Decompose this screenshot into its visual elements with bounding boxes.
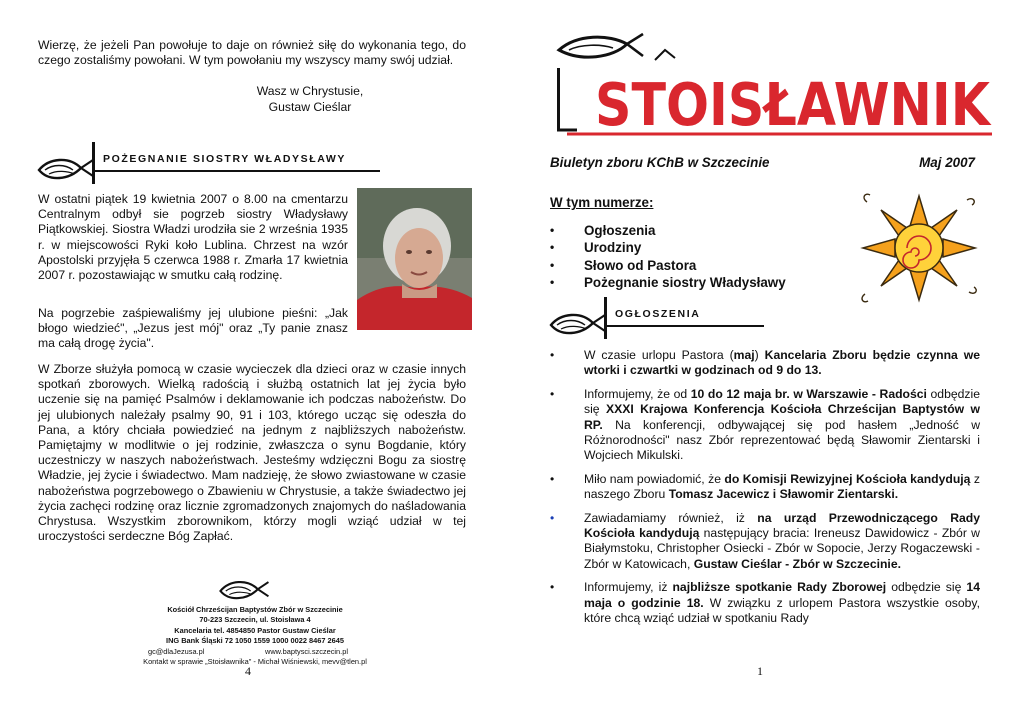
announcement-item: • Informujemy, iż najbliższe spotkanie Rady Zborowej odbędzie się 14 maja o godzinie 18. W związku z urlopem Pastora wszystkie osoby, które chcą wziąć udział w spotkaniu Rady [550,580,980,626]
masthead-title: STOISŁAWNIK [595,70,992,139]
farewell-section-title: POŻEGNANIE SIOSTRY WŁADYSŁAWY [103,153,346,165]
sun-clipart-icon [857,190,982,305]
footer-contact: Kontakt w sprawie „Stoisławnika" - Michał Wiśniewski, mevv@tlen.pl [143,657,367,667]
announcements-list [550,348,980,635]
announcements-section-title: OGŁOSZENIA [615,308,701,320]
announcement-item: • W czasie urlopu Pastora (maj) Kancelaria Zboru będzie czynna we wtorki i czwartki w godzinach od 9 do 13. [550,348,980,379]
footer-email[interactable]: gc@dlaJezusa.pl [148,646,205,656]
right-page [512,0,1024,724]
issue-date: Maj 2007 [919,155,975,170]
farewell-section-header [35,150,380,192]
contents-item: • Słowo od Pastora [550,257,786,274]
contents-title: W tym numerze: [550,195,654,210]
cross-vertical [92,142,95,184]
footer-bank: ING Bank Śląski 72 1050 1559 1000 0022 8467 2645 [166,636,344,646]
bulletin-name: Biuletyn zboru KChB w Szczecinie [550,155,770,170]
intro-paragraph: Wierzę, że jeżeli Pan powołuje to daje on również siłę do wykonania tego, do czego zostaliśmy powołani. W tym powołaniu my wszyscy mamy swój udział. [38,38,466,68]
announcement-item: • Informujemy, że od 10 do 12 maja br. w Warszawie - Radości odbędzie się XXXI Krajowa Konferencja Kościoła Chrześcijan Baptystów w RP. Na konferencji, odbywającej się pod hasłem „Jedność w Różnorodności" nasz Zbór reprezentować będą Sławomir Zientarski i Wojciech Mikulski. [550,387,980,464]
announcements-section-header [547,305,892,347]
page-number-left: 4 [245,664,251,678]
footer-phone: Kancelaria tel. 4854850 Pastor Gustaw Cieślar [174,625,336,635]
footer-website[interactable]: www.baptysci.szczecin.pl [265,646,348,656]
contents-list [550,222,786,292]
contents-item: • Pożegnanie siostry Władysławy [550,274,786,291]
contents-item: • Ogłoszenia [550,222,786,239]
footer-links [100,647,410,657]
cross-horizontal [604,325,764,327]
obituary-paragraph-1: W ostatni piątek 19 kwietnia 2007 o 8.00 na cmentarzu Centralnym odbył sie pogrzeb siostry Władysławy Piątkowskiej. Siostra Władzi urodziła sie 2 września 1935 r. w miejscowości Ryki koło Lublina. Chrzest na wzór Apostolski przyjęła 5 czerwca 1988 r. Zmarła 17 kwietnia 2007 r. pozostawiając w smutku całą rodzinę. [38,192,348,283]
cross-vertical [604,297,607,339]
page-number-right: 1 [757,664,763,678]
obituary-paragraph-3: W Zborze służyła pomocą w czasie wycieczek dla dzieci oraz w czasie innych spotkań zborowych. Wielką radością i służbą ostatnich lat jej życia było uczenie się na pamięć Psalmów i deklamowanie ich podczas nabożeństw. Do jej ulubionych należały psalmy 90, 91 i 103, którego ucząc się odeszła do Pana, a który chciała powiedzieć na jednym z najbliższych nabożeństw. Pamiętajmy w modlitwie o jej rodzinie, zwłaszcza o synu Bogdanie, który uczestniczy w naszych nabożeństwach. Jesteśmy wdzięczni Bogu za siostrę Władzie, jej życie i świadectwo. Mam nadzieję, że słowo zwiastowane w czasie nabożeństwa pogrzebowego o Zbawieniu w Chrystusie, a także świadectwo jej życia zachęci rodzinę oraz licznie zgromadzonych znajomych do naśladowania Chrystusa. Wszystkim zborownikom, którzy mogli wziąć udział w tej uroczystości serdeczne Bóg Zapłać. [38,362,466,544]
footer-church-name: Kościół Chrześcijan Baptystów Zbór w Szczecinie [167,605,343,614]
obituary-paragraph-2: Na pogrzebie zaśpiewaliśmy jej ulubione pieśni: „Jak błogo wiedzieć", „Jezus jest mój" oraz „Ty panie znasz ma całą drogę życia". [38,306,348,351]
portrait-photo [357,188,472,330]
footer-address: 70-223 Szczecin, ul. Stoisława 4 [199,615,311,625]
closing-signature: Gustaw Cieślar [268,100,352,114]
contents-item: • Urodziny [550,239,786,256]
fish-footer-icon [215,575,281,607]
announcement-item: • Zawiadamiamy również, iż na urząd Przewodniczącego Rady Kościoła kandydują następujący bracia: Ireneusz Dawidowicz - Zbór w Białymstoku, Christopher Osiecki - Zbór w Sopocie, Jerzy Rogaczewski - Zbór w Katowicach, Gustaw Cieślar - Zbór w Szczecinie. [550,511,980,573]
closing-line: Wasz w Chrystusie, [256,84,364,98]
cross-horizontal [92,170,380,172]
masthead-logo [547,30,1002,150]
bulletin-subtitle [550,155,975,170]
contact-footer [100,605,410,667]
announcement-item: • Miło nam powiadomić, że do Komisji Rewizyjnej Kościoła kandydują z naszego Zboru Tomasz Jacewicz i Sławomir Zientarski. [550,472,980,503]
